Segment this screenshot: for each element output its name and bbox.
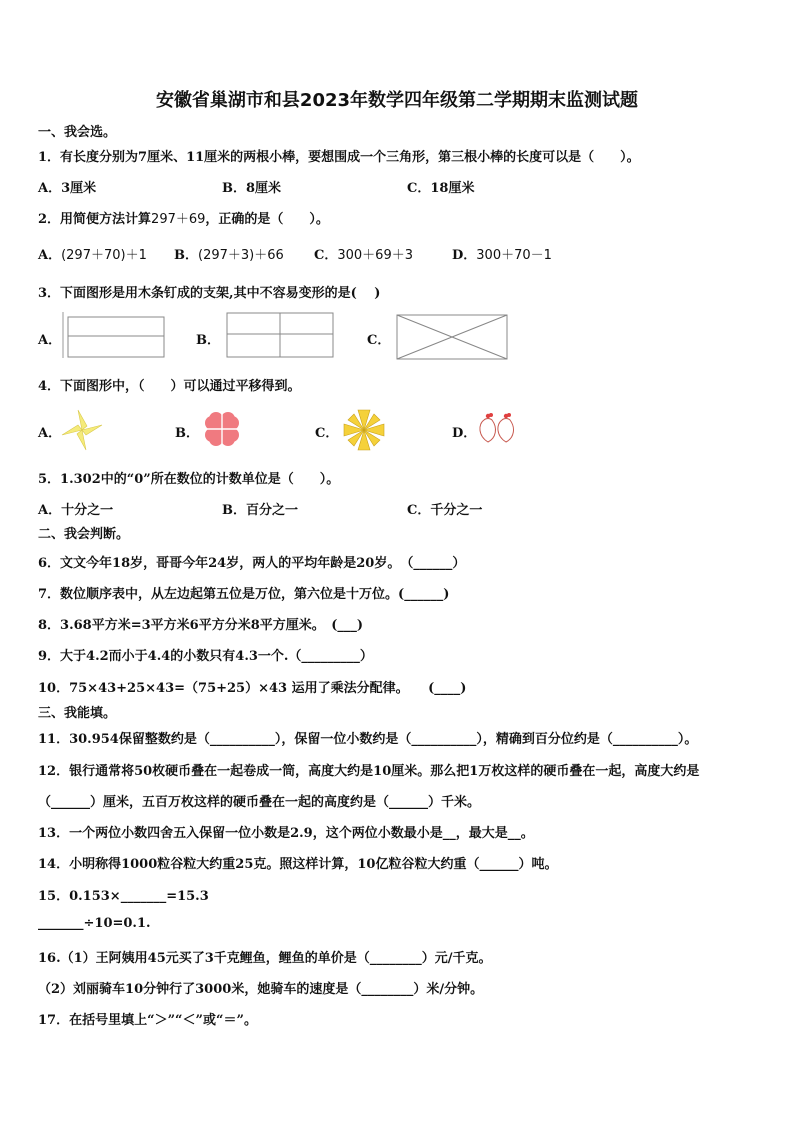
question-7: 7．数位顺序表中，从左边起第五位是万位，第六位是十万位。(______) xyxy=(38,587,450,602)
question-2-option-a xyxy=(38,244,147,263)
question-2-stem-prefix: 2．用简便方法计算 xyxy=(38,212,152,227)
question-1-option-a: A．3厘米 xyxy=(38,181,97,196)
question-12-line-1: 12．银行通常将50枚硬币叠在一起卷成一筒，高度大约是10厘米。那么把1万枚这样的硬币叠在一起，高度大约是 xyxy=(38,764,700,779)
question-5-stem: 5．1.302中的“0”所在数位的计数单位是（ ）。 xyxy=(38,472,340,487)
question-2-option-c xyxy=(314,244,413,263)
question-5-option-b: B．百分之一 xyxy=(222,503,298,518)
option-label: D． xyxy=(452,248,477,263)
section-heading-fill: 三、我能填。 xyxy=(38,706,117,721)
question-15-line-2: _______÷10=0.1. xyxy=(38,916,151,931)
frame-figure-b xyxy=(224,310,336,360)
pinwheel-star-icon xyxy=(342,408,386,452)
question-2-stem xyxy=(38,208,329,227)
question-14: 14．小明称得1000粒谷粒大约重25克。照这样计算，10亿粒谷粒大约重（______）吨。 xyxy=(38,857,558,872)
question-11: 11．30.954保留整数约是（__________），保留一位小数约是（__________），精确到百分位约是（__________）。 xyxy=(38,732,698,747)
question-2-option-d xyxy=(452,244,552,263)
question-9: 9．大于4.2而小于4.4的小数只有4.3一个.（_________） xyxy=(38,649,373,664)
question-1-option-b: B．8厘米 xyxy=(222,181,282,196)
option-label: A． xyxy=(38,248,62,263)
option-expression: (297＋3)＋66 xyxy=(198,248,284,263)
option-expression: 300＋70－1 xyxy=(476,248,552,263)
question-3-option-b-label: B． xyxy=(196,333,220,348)
question-4-option-a-label: A． xyxy=(38,426,62,441)
option-expression: (297＋70)＋1 xyxy=(61,248,147,263)
page-title: 安徽省巢湖市和县2023年数学四年级第二学期期末监测试题 xyxy=(155,90,639,111)
pinwheel-icon xyxy=(60,409,104,451)
question-2-option-b xyxy=(174,244,284,263)
option-expression: 300＋69＋3 xyxy=(337,248,413,263)
option-label: B． xyxy=(174,248,198,263)
clover-hearts-icon xyxy=(200,407,244,451)
question-1-option-c: C．18厘米 xyxy=(407,181,475,196)
question-5-option-c: C．千分之一 xyxy=(407,503,483,518)
question-4-stem: 4．下面图形中，（ ）可以通过平移得到。 xyxy=(38,379,301,394)
question-12-line-2: （______）厘米，五百万枚这样的硬币叠在一起的高度约是（______）千米。 xyxy=(38,795,481,810)
question-3-option-c-label: C． xyxy=(367,333,391,348)
question-4-option-c-label: C． xyxy=(315,426,339,441)
question-16-part-2: （2）刘丽骑车10分钟行了3000米，她骑车的速度是（________）米/分钟。 xyxy=(38,982,484,997)
question-4-option-d-label: D． xyxy=(452,426,477,441)
question-1-stem: 1．有长度分别为7厘米、11厘米的两根小棒，要想围成一个三角形，第三根小棒的长度可以是（ ）。 xyxy=(38,150,640,165)
question-16-part-1: 16.（1）王阿姨用45元买了3千克鲤鱼，鲤鱼的单价是（________）元/千克。 xyxy=(38,951,492,966)
section-heading-judge: 二、我会判断。 xyxy=(38,527,130,542)
question-3-stem: 3．下面图形是用木条钉成的支架,其中不容易变形的是( ) xyxy=(38,286,381,301)
question-15-line-1: 15．0.153×_______=15.3 xyxy=(38,889,209,904)
question-6: 6．文文今年18岁，哥哥今年24岁，两人的平均年龄是20岁。 （______） xyxy=(38,556,466,571)
question-13: 13．一个两位小数四舍五入保留一位小数是2.9，这个两位小数最小是__，最大是__。 xyxy=(38,826,534,841)
section-heading-choice: 一、我会选。 xyxy=(38,125,117,140)
frame-figure-a xyxy=(60,310,166,360)
question-2-expression: 297＋69 xyxy=(151,212,206,227)
question-5-option-a: A．十分之一 xyxy=(38,503,114,518)
frame-figure-c xyxy=(394,312,510,362)
question-8: 8．3.68平方米=3平方米6平方分米8平方厘米。 (___) xyxy=(38,618,364,633)
two-birds-icon xyxy=(476,410,522,446)
question-4-option-b-label: B． xyxy=(175,426,199,441)
question-17: 17．在括号里填上“＞”“＜”或“＝”。 xyxy=(38,1013,257,1028)
question-2-stem-suffix: ，正确的是（ ）。 xyxy=(205,212,329,227)
question-3-option-a-label: A． xyxy=(38,333,62,348)
option-label: C． xyxy=(314,248,338,263)
question-10: 10．75×43+25×43=（75+25）×43 运用了乘法分配律。 (____) xyxy=(38,681,467,696)
